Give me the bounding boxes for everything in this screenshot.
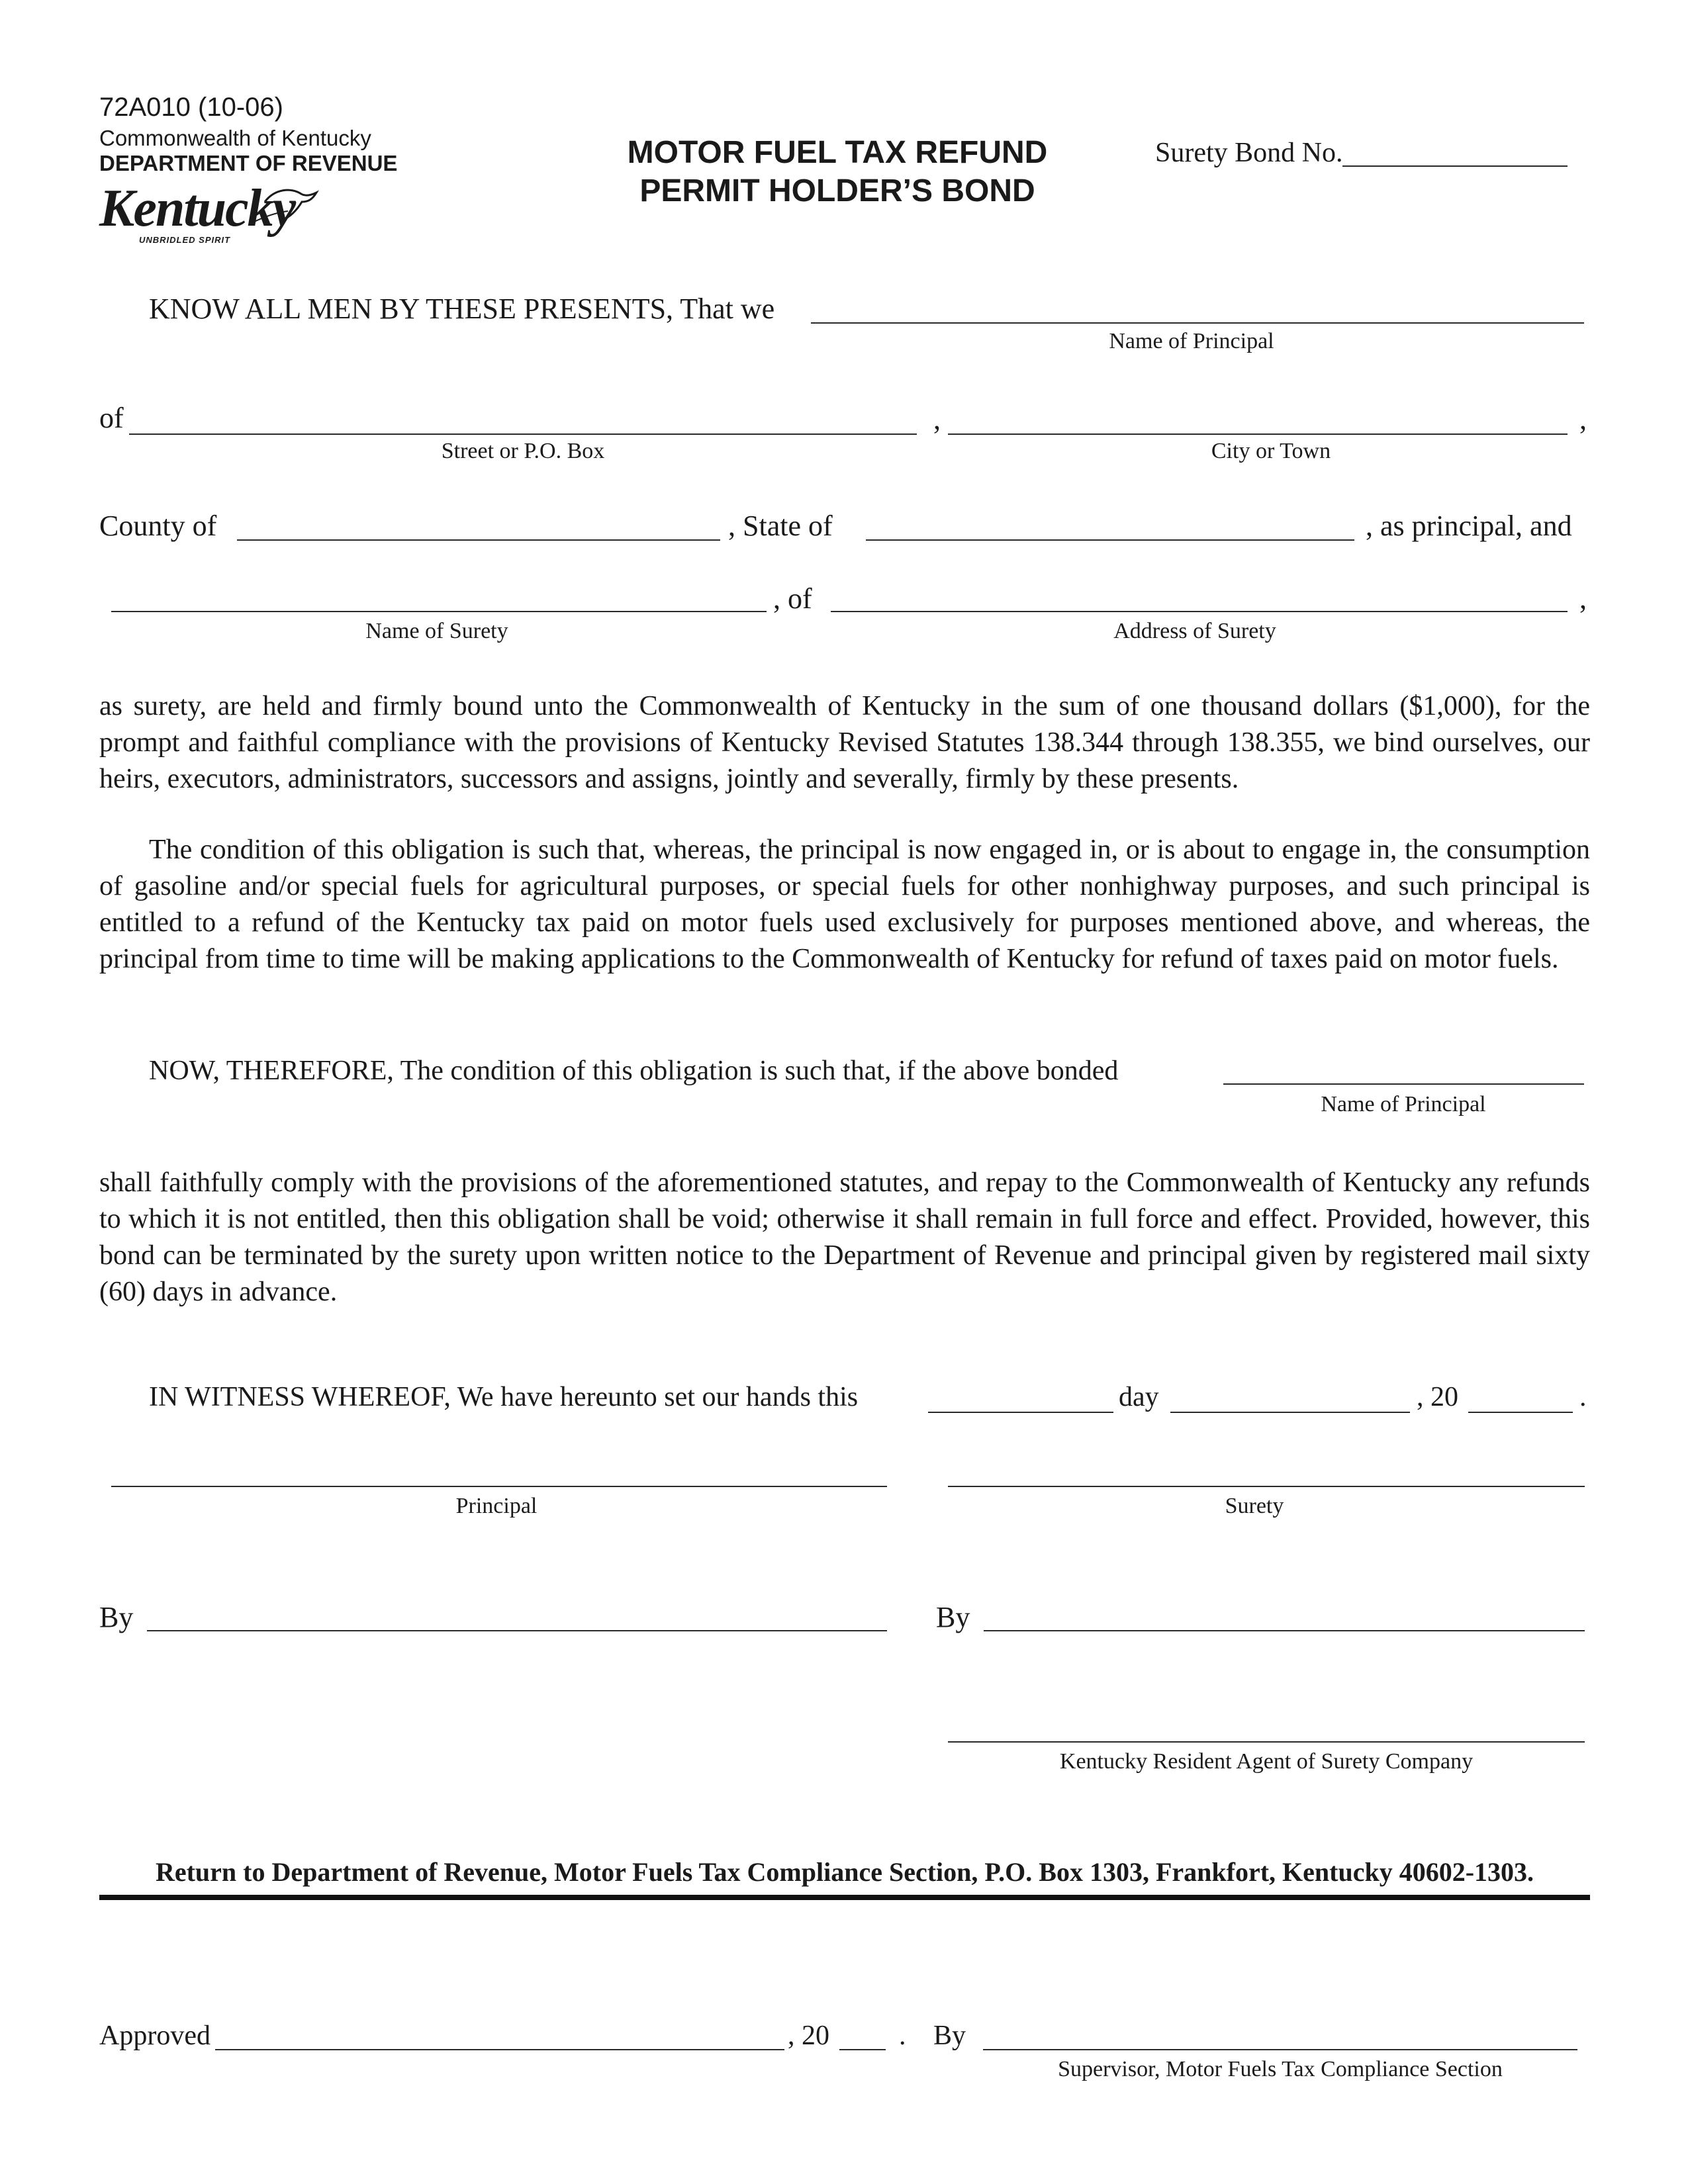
bonded-principal-field[interactable] [1223,1083,1584,1085]
logo-wordmark: Kentucky [99,179,295,238]
witness-period: . [1579,1382,1587,1412]
supervisor-caption: Supervisor, Motor Fuels Tax Compliance Section [1058,2057,1503,2081]
principal-name-field[interactable] [811,322,1584,324]
resident-agent-caption: Kentucky Resident Agent of Surety Company [1059,1749,1474,1774]
approved-label: Approved [99,2021,211,2051]
of-surety-label: , of [773,582,812,615]
county-field[interactable] [237,539,720,541]
witness-day-label: day [1119,1382,1159,1412]
surety-by-label: By [936,1601,970,1633]
of-label: of [99,402,124,434]
surety-name-field[interactable] [111,611,767,612]
county-label: County of [99,510,217,542]
state-label: , State of [728,510,833,542]
surety-address-field[interactable] [831,611,1568,612]
principal-by-field[interactable] [147,1630,887,1631]
supervisor-signature-field[interactable] [983,2049,1577,2050]
surety-signature-field[interactable] [948,1486,1585,1487]
city-caption: City or Town [1211,439,1331,463]
bond-paragraph-2 [99,832,1590,978]
commonwealth-label: Commonwealth of Kentucky [99,126,371,150]
bonded-principal-caption: Name of Principal [1321,1092,1486,1116]
approved-year-prefix: , 20 [788,2021,829,2051]
witness-year-field[interactable] [1468,1412,1573,1413]
return-instructions: Return to Department of Revenue, Motor Fuels Tax Compliance Section, P.O. Box 1303, Frankfort, Kentucky 40602-1303. [155,1857,1534,1887]
city-field[interactable] [948,433,1568,435]
principal-name-caption: Name of Principal [1109,329,1274,353]
resident-agent-field[interactable] [948,1741,1585,1743]
witness-month-field[interactable] [1170,1412,1410,1413]
form-title-line1: MOTOR FUEL TAX REFUND [627,135,1048,170]
department-label: DEPARTMENT OF REVENUE [99,151,398,175]
return-rule [99,1895,1590,1900]
surety-bond-label: Surety Bond No. [1155,138,1343,168]
principal-signature-caption: Principal [455,1494,538,1518]
witness-day-field[interactable] [928,1412,1113,1413]
logo-tagline: UNBRIDLED SPIRIT [139,235,231,245]
surety-address-caption: Address of Surety [1113,619,1276,643]
comma-3: , [1579,582,1587,615]
witness-year-prefix: , 20 [1417,1382,1458,1412]
bond-paragraph-3: shall faithfully comply with the provisions of the aforementioned statutes, and repay to the Commonwealth of Kentucky any refunds to which it is not entitled, then this obligation shall be void; otherwise it shall remain in full force and effect. Provided, however, this bond can be terminated by the surety upon written notice to the Department of Revenue and principal given by registered mail sixty (60) days in advance. [99,1167,1590,1307]
surety-by-field[interactable] [984,1630,1585,1631]
comma-2: , [1579,403,1587,435]
approval-by-label: By [933,2021,966,2051]
bond-paragraph-2-text: The condition of this obligation is such that, whereas, the principal is now engaged in, or is about to engage in, the consumption of gasoline and/or special fuels for agricultural purposes, or special fuels for other nonhighway purposes, and such principal is entitled to a refund of the Kentucky tax paid on motor fuels used exclusively for purposes mentioned above, and whereas, the principal from time to time will be making applications to the Commonwealth of Kentucky for refund of taxes paid on motor fuels. [99,835,1590,974]
now-therefore-text: NOW, THEREFORE, The condition of this obligation is such that, if the above bonded [149,1056,1119,1086]
state-field[interactable] [866,539,1354,541]
principal-by-label: By [99,1601,134,1633]
comma-1: , [933,403,941,435]
approved-field[interactable] [215,2049,784,2050]
approved-period: . [899,2021,906,2051]
bond-paragraph-1: as surety, are held and firmly bound unto the Commonwealth of Kentucky in the sum of one thousand dollars ($1,000), for the prompt and faithful compliance with the provisions of Kentucky Revised Statutes 138.344 through 138.355, we bind ourselves, our heirs, executors, administrators, successors and assigns, jointly and severally, firmly by these presents. [99,691,1590,794]
street-caption: Street or P.O. Box [441,439,605,463]
approved-year-field[interactable] [839,2049,886,2050]
street-field[interactable] [129,433,917,435]
kentucky-logo [99,179,324,248]
witness-text: IN WITNESS WHEREOF, We have hereunto set our hands this [149,1382,859,1412]
know-all-men-intro: KNOW ALL MEN BY THESE PRESENTS, That we [149,293,775,325]
form-number: 72A010 (10-06) [99,93,283,122]
surety-bond-number-field[interactable] [1342,165,1568,167]
as-principal-label: , as principal, and [1366,510,1572,542]
form-title-line2: PERMIT HOLDER’S BOND [639,173,1035,208]
surety-name-caption: Name of Surety [365,619,508,643]
surety-signature-caption: Surety [1225,1494,1284,1518]
principal-signature-field[interactable] [111,1486,887,1487]
